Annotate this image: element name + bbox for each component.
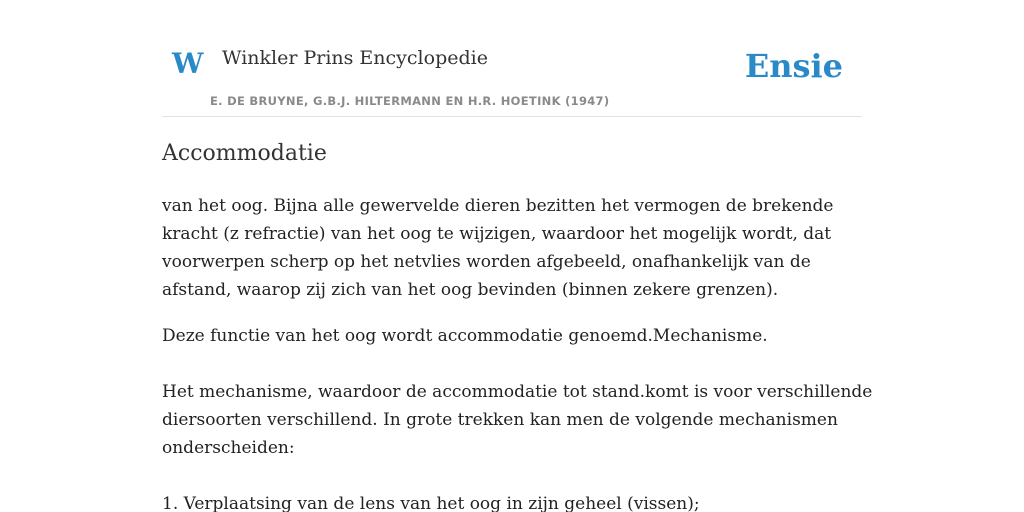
entry-paragraph-4: 1. Verplaatsing van de lens van het oog in zijn geheel (vissen); (162, 494, 700, 512)
encyclopedia-header (162, 0, 862, 117)
entry-paragraph-3 (162, 378, 873, 462)
winkler-prins-logo[interactable]: W (172, 47, 204, 80)
text-line: kracht (z refractie) van het oog te wijzigen, waardoor het mogelijk wordt, dat (162, 224, 832, 244)
entry-content (162, 138, 873, 512)
text-line: diersoorten verschillend. In grote trekken kan men de volgende mechanismen (162, 410, 838, 430)
text-line: Het mechanisme, waardoor de accommodatie tot stand.komt is voor verschillende (162, 382, 873, 402)
text-line: van het oog. Bijna alle gewervelde dieren bezitten het vermogen de brekende (162, 196, 834, 216)
ensie-brand-logo[interactable]: Ensie (744, 47, 843, 85)
book-authors: E. DE BRUYNE, G.B.J. HILTERMANN EN H.R. HOETINK (1947) (210, 94, 610, 108)
text-line: voorwerpen scherp op het netvlies worden afgebeeld, onafhankelijk van de (162, 252, 811, 272)
entry-title: Accommodatie (162, 141, 327, 166)
text-line: onderscheiden: (162, 438, 295, 458)
text-line: afstand, waarop zij zich van het oog bevinden (binnen zekere grenzen). (162, 280, 779, 300)
entry-paragraph-1 (162, 192, 862, 304)
entry-paragraph-2: Deze functie van het oog wordt accommodatie genoemd.Mechanisme. (162, 326, 768, 346)
book-title[interactable]: Winkler Prins Encyclopedie (222, 47, 488, 69)
